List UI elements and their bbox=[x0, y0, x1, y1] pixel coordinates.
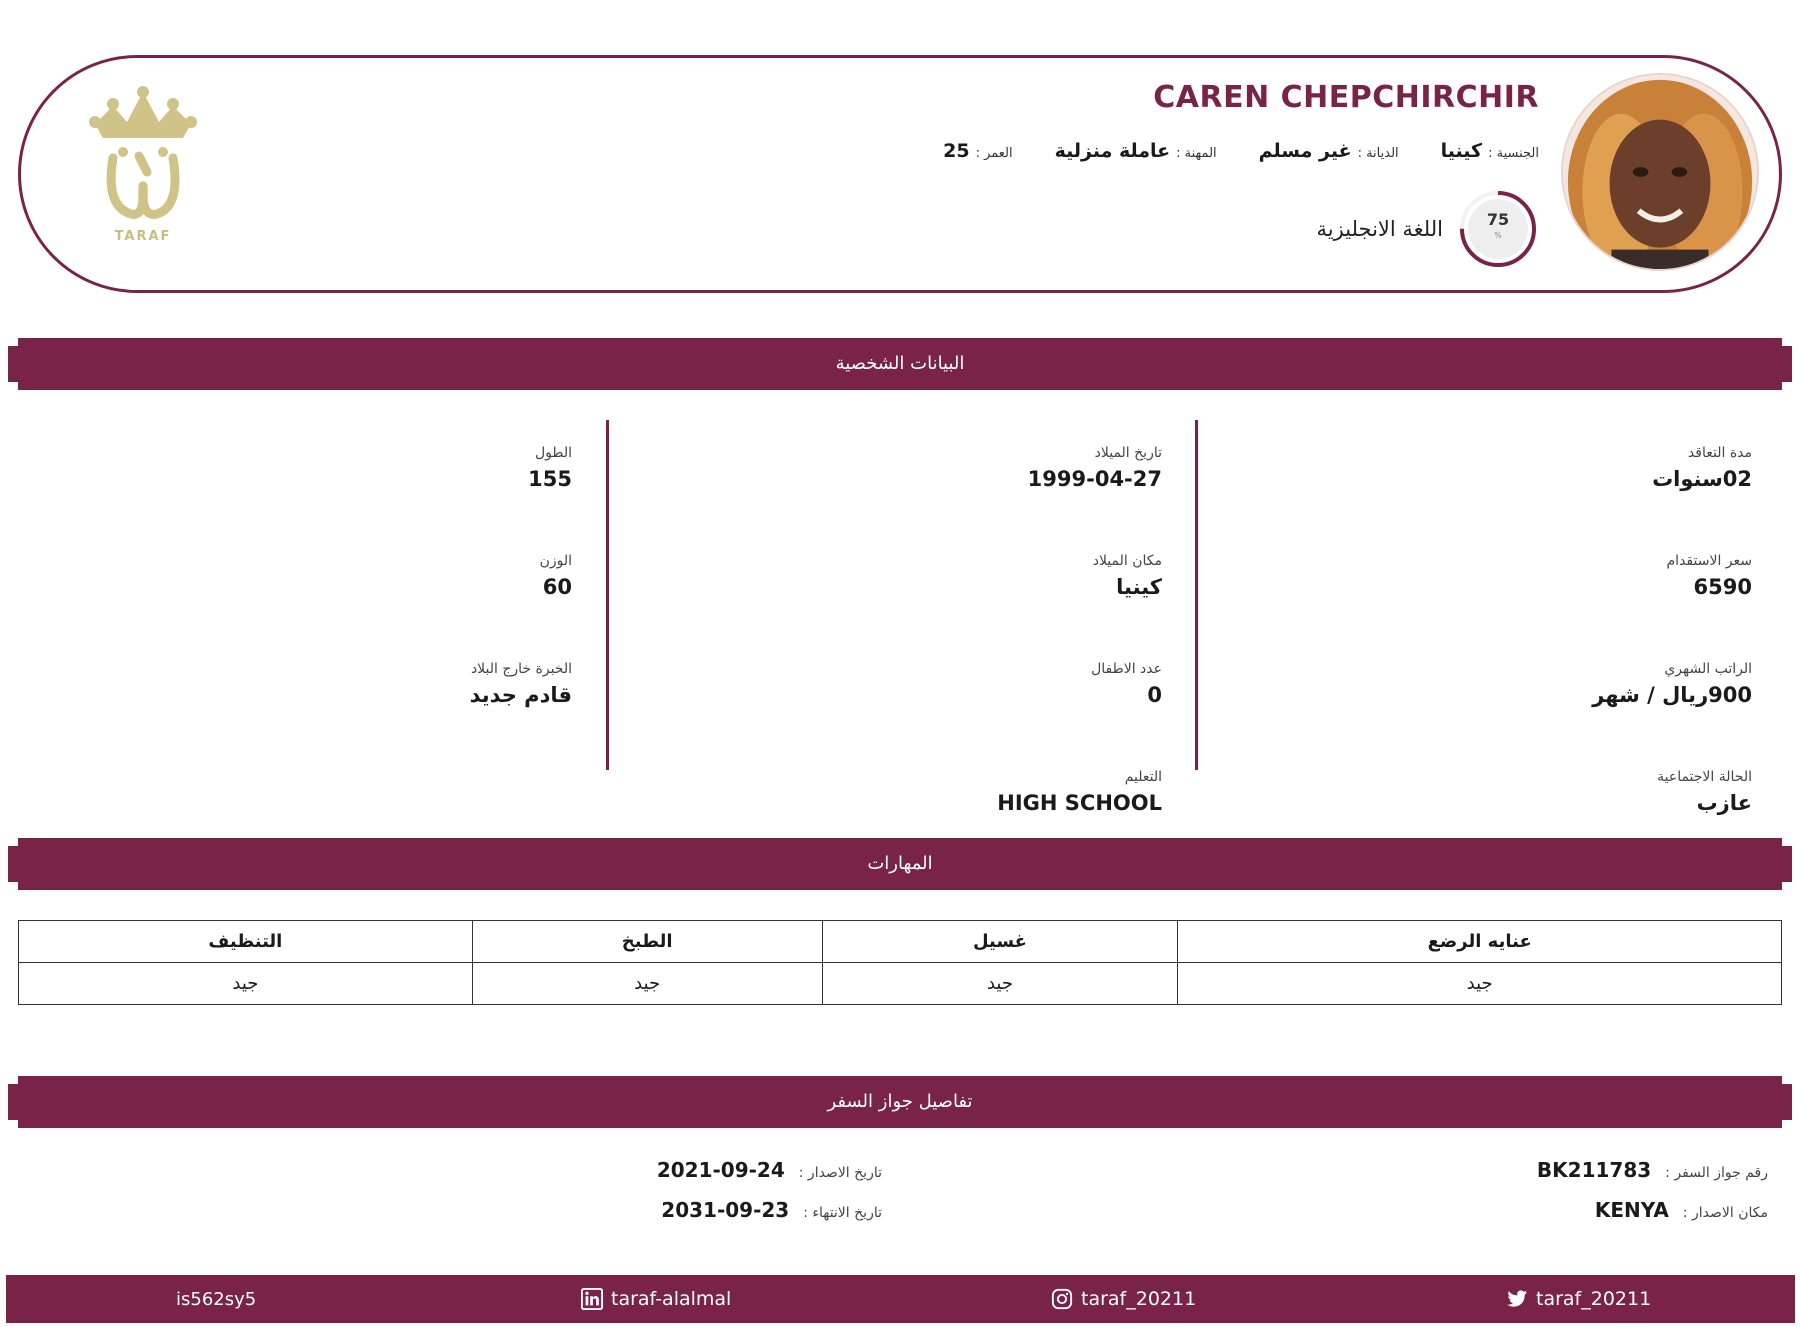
crown-logo-icon bbox=[83, 86, 203, 226]
passport-label: تاريخ الانتهاء : bbox=[803, 1205, 882, 1221]
field-label: الوزن bbox=[539, 553, 572, 569]
field-label: الطول bbox=[534, 445, 572, 461]
field-label: الراتب الشهري bbox=[1664, 661, 1752, 677]
footer-twitter-link[interactable] bbox=[1506, 1275, 1651, 1323]
passport-label: مكان الاصدار : bbox=[1682, 1205, 1768, 1221]
fact-value: غير مسلم bbox=[1258, 140, 1352, 162]
profile-photo bbox=[1561, 73, 1759, 271]
passport-expiry-date: 2031-09-23 bbox=[661, 1198, 790, 1222]
field-value: 1999-04-27 bbox=[1027, 467, 1162, 491]
linkedin-handle: taraf-alalmal bbox=[611, 1288, 732, 1310]
language-percent-unit: % bbox=[1494, 231, 1502, 240]
candidate-name: CAREN CHEPCHIRCHIR bbox=[1153, 80, 1539, 115]
fact-nationality bbox=[1441, 140, 1539, 162]
field-label: الحالة الاجتماعية bbox=[1657, 769, 1752, 785]
language-name: اللغة الانجليزية bbox=[1316, 217, 1443, 241]
fact-religion bbox=[1259, 140, 1399, 162]
field-experience-abroad bbox=[32, 661, 572, 744]
fact-age bbox=[943, 140, 1013, 162]
field-label: سعر الاستقدام bbox=[1666, 553, 1752, 569]
personal-column-contract bbox=[1212, 420, 1752, 815]
field-label: تاريخ الميلاد bbox=[1094, 445, 1162, 461]
field-children-count bbox=[622, 661, 1162, 744]
field-birth-place bbox=[622, 553, 1162, 636]
section-title-skills: المهارات bbox=[18, 838, 1782, 890]
header-facts bbox=[943, 140, 1539, 162]
logo-text: TARAF bbox=[114, 229, 172, 244]
passport-place-row bbox=[1595, 1198, 1768, 1222]
fact-label: الديانة : bbox=[1357, 146, 1399, 161]
twitter-handle: taraf_20211 bbox=[1536, 1288, 1652, 1310]
column-divider bbox=[606, 420, 609, 770]
section-title-passport: تفاصيل جواز السفر bbox=[18, 1076, 1782, 1128]
skill-header: الطبخ bbox=[472, 921, 822, 963]
field-label: مكان الميلاد bbox=[1092, 553, 1162, 569]
table-row bbox=[19, 921, 1782, 963]
footer-linkedin-link[interactable] bbox=[581, 1275, 731, 1323]
skill-header: غسيل bbox=[822, 921, 1178, 963]
field-value: 02سنوات bbox=[1652, 467, 1752, 491]
field-birth-date bbox=[622, 445, 1162, 528]
fact-value: كينيا bbox=[1440, 140, 1483, 162]
table-row bbox=[19, 963, 1782, 1005]
field-monthly-salary bbox=[1212, 661, 1752, 744]
fact-label: العمر : bbox=[975, 146, 1013, 161]
skill-level: جيد bbox=[19, 963, 473, 1005]
skills-table bbox=[18, 920, 1782, 1005]
linkedin-icon bbox=[581, 1288, 603, 1310]
skill-level: جيد bbox=[1178, 963, 1782, 1005]
personal-data bbox=[18, 420, 1782, 815]
footer-code bbox=[176, 1275, 256, 1323]
profile-header-card bbox=[18, 55, 1782, 293]
passport-label: تاريخ الاصدار : bbox=[798, 1165, 882, 1181]
passport-number: BK211783 bbox=[1536, 1158, 1652, 1182]
avatar-photo-icon bbox=[1563, 75, 1757, 269]
field-value: 60 bbox=[542, 575, 572, 599]
passport-issue-date: 2021-09-24 bbox=[656, 1158, 785, 1182]
field-label: الخبرة خارج البلاد bbox=[470, 661, 572, 677]
language-gauge bbox=[1457, 188, 1539, 270]
field-value: 6590 bbox=[1693, 575, 1752, 599]
taraf-logo bbox=[83, 86, 203, 246]
progress-ring-icon bbox=[1457, 188, 1539, 270]
field-value: كينيا bbox=[1116, 575, 1162, 599]
passport-details bbox=[18, 1150, 1782, 1240]
passport-place: KENYA bbox=[1594, 1198, 1669, 1222]
skill-level: جيد bbox=[472, 963, 822, 1005]
skill-level: جيد bbox=[822, 963, 1178, 1005]
instagram-icon bbox=[1051, 1288, 1073, 1310]
fact-label: المهنة : bbox=[1176, 146, 1217, 161]
personal-column-body bbox=[32, 420, 572, 770]
passport-issue-row bbox=[657, 1158, 882, 1182]
field-value: 900ريال / شهر bbox=[1592, 683, 1752, 707]
field-height bbox=[32, 445, 572, 528]
personal-column-birth bbox=[622, 420, 1162, 815]
fact-value: 25 bbox=[943, 140, 970, 162]
field-value: عازب bbox=[1696, 791, 1752, 815]
field-value: HIGH SCHOOL bbox=[997, 791, 1162, 815]
section-title-personal: البيانات الشخصية bbox=[18, 338, 1782, 390]
field-weight bbox=[32, 553, 572, 636]
passport-number-row bbox=[1537, 1158, 1768, 1182]
field-recruitment-price bbox=[1212, 553, 1752, 636]
language-skill bbox=[1317, 188, 1539, 270]
footer-code-text: is562sy5 bbox=[176, 1288, 257, 1310]
field-label: عدد الاطفال bbox=[1091, 661, 1162, 677]
column-divider bbox=[1195, 420, 1198, 770]
instagram-handle: taraf_20211 bbox=[1081, 1288, 1197, 1310]
field-value: 155 bbox=[528, 467, 572, 491]
fact-profession bbox=[1055, 140, 1217, 162]
field-value: قادم جديد bbox=[469, 683, 572, 707]
footer-instagram-link[interactable] bbox=[1051, 1275, 1196, 1323]
skill-header: عنايه الرضع bbox=[1178, 921, 1782, 963]
field-value: 0 bbox=[1147, 683, 1162, 707]
language-percent: 75 bbox=[1486, 210, 1510, 229]
skill-header: التنظيف bbox=[19, 921, 473, 963]
footer-bar bbox=[6, 1275, 1795, 1323]
passport-label: رقم جواز السفر : bbox=[1665, 1165, 1768, 1181]
twitter-icon bbox=[1506, 1288, 1528, 1310]
passport-expiry-row bbox=[661, 1198, 882, 1222]
fact-label: الجنسية : bbox=[1488, 146, 1539, 161]
field-label: مدة التعاقد bbox=[1687, 445, 1752, 461]
field-label: التعليم bbox=[1124, 769, 1162, 785]
fact-value: عاملة منزلية bbox=[1054, 140, 1171, 162]
field-contract-duration bbox=[1212, 445, 1752, 528]
